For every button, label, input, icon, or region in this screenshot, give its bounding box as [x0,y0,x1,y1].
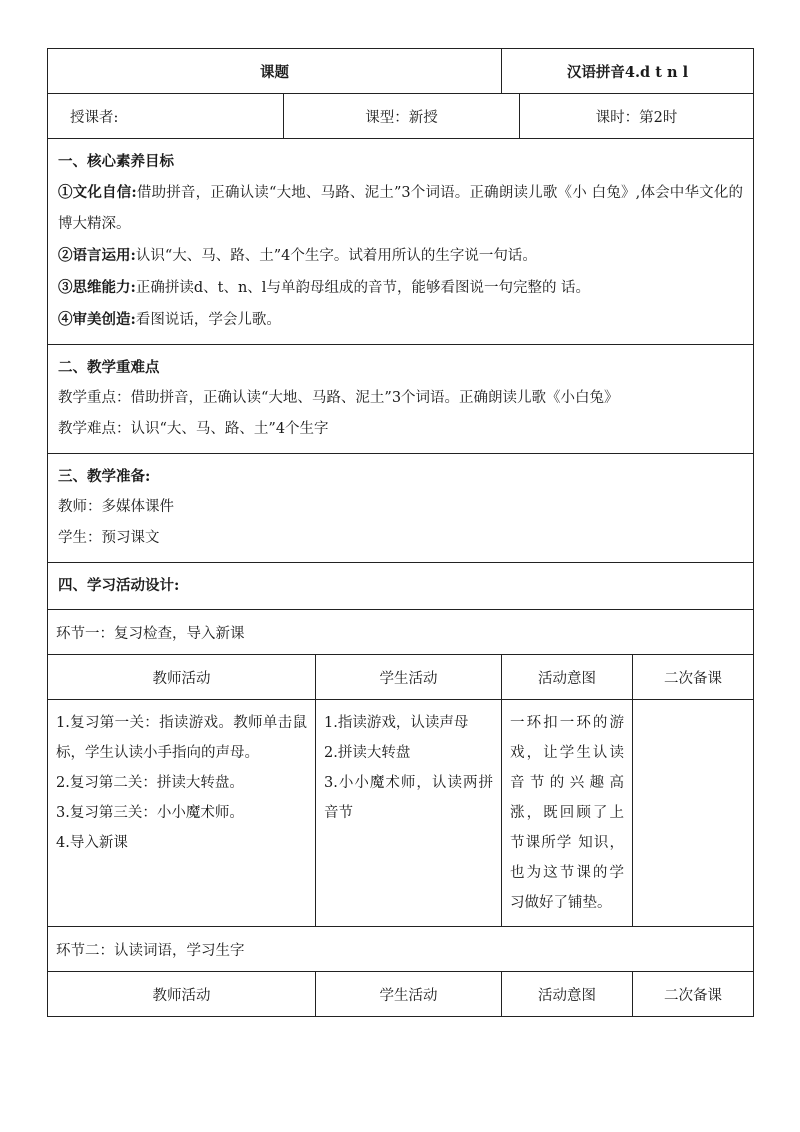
goals-heading: 一、核心素养目标 [58,153,174,170]
prep-student: 学生：预习课文 [58,530,160,546]
prep-teacher: 教师：多媒体课件 [58,499,174,515]
teacher-field: 授课者: [48,94,284,139]
topic-label: 课题 [48,49,502,94]
prep-section [48,454,754,563]
lesson-plan-sheet [47,48,753,1017]
goal-item: ④审美创造:看图说话，学会儿歌。 [58,311,281,328]
step2-row [48,927,754,972]
second-prep-cell [633,700,754,927]
col-student-activity: 学生活动 [316,655,502,700]
key-difficulty: 教学难点：认识“大、马、路、土”4个生字 [58,421,329,437]
col-teacher-activity: 教师活动 [48,972,316,1017]
step1-row [48,610,754,655]
col-student-activity: 学生活动 [316,972,502,1017]
col-teacher-activity: 教师活动 [48,655,316,700]
teacher-activity-cell: 1.复习第一关：指读游戏。教师单击鼠标，学生认读小手指向的声母。 2.复习第二关：拼读大转盘。 3.复习第三关：小小魔术师。 4.导入新课 [48,700,316,927]
prep-heading: 三、教学准备: [58,468,151,485]
col-activity-intent: 活动意图 [502,972,633,1017]
keypoints-section [48,345,754,454]
design-heading: 四、学习活动设计: [58,577,180,594]
key-focus: 教学重点：借助拼音，正确认读“大地、马路、泥土”3个词语。正确朗读儿歌《小白兔》 [58,390,619,406]
lesson-plan-table [47,48,754,1017]
col-activity-intent: 活动意图 [502,655,633,700]
step1-title: 环节一：复习检查，导入新课 [48,610,754,655]
keypoints-heading: 二、教学重难点 [58,359,160,376]
student-activity-cell: 1.指读游戏，认读声母 2.拼读大转盘 3.小小魔术师，认读两拼音节 [316,700,502,927]
header-row [48,49,754,94]
column-header-row [48,655,754,700]
goal-item: ③思维能力:正确拼读d、t、n、l与单韵母组成的音节，能够看图说一句完整的 话。 [58,279,591,296]
lesson-hours: 课时：第2时 [520,94,754,139]
topic-title: 汉语拼音4.d t n l [502,49,754,94]
activity-intent-cell: 一环扣一环的游戏，让学生认读音节的兴趣高涨，既回顾了上节课所学 知识，也为这节课的学习做好了铺垫。 [502,700,633,927]
col-second-prep: 二次备课 [633,972,754,1017]
design-heading-row [48,563,754,610]
goal-item: ②语言运用:认识“大、马、路、土”4个生字。试着用所认的生字说一句话。 [58,247,537,264]
column-header-row-2 [48,972,754,1017]
step1-content-row [48,700,754,927]
step2-title: 环节二：认读词语，学习生字 [48,927,754,972]
goals-section [48,139,754,345]
col-second-prep: 二次备课 [633,655,754,700]
lesson-type: 课型：新授 [284,94,520,139]
meta-row [48,94,754,139]
goal-item: ①文化自信:借助拼音，正确认读“大地、马路、泥土”3个词语。正确朗读儿歌《小 白兔》,体会中华文化的博大精深。 [58,184,744,232]
